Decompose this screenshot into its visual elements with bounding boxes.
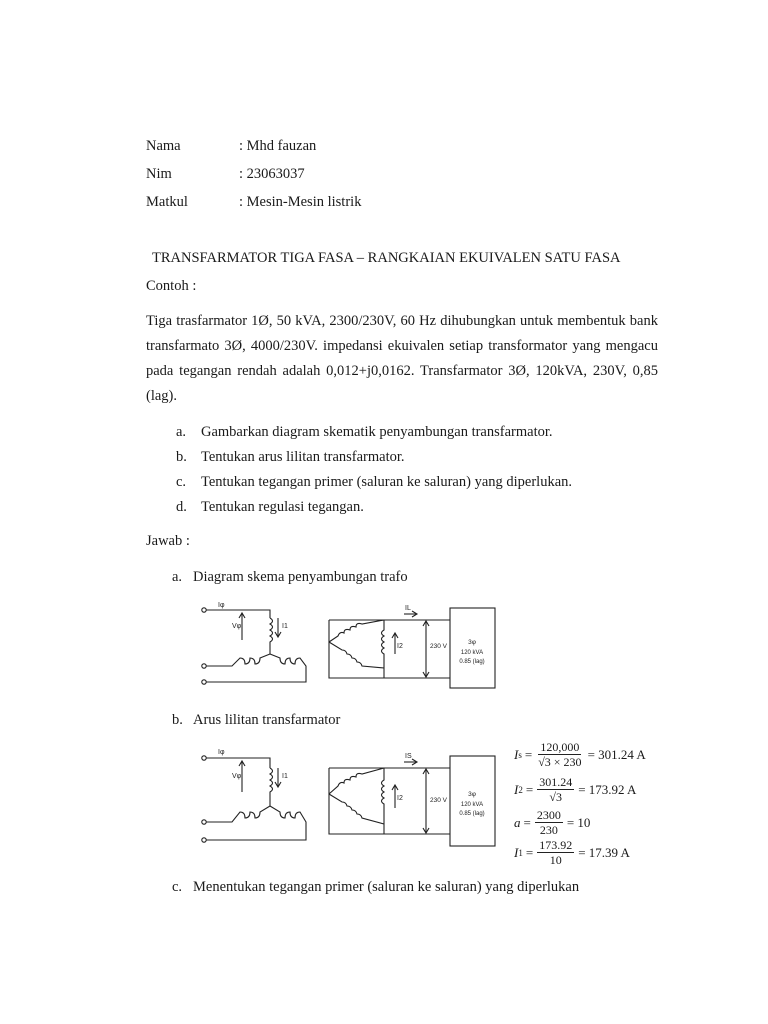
problem-paragraph: Tiga trasfarmator 1Ø, 50 kVA, 2300/230V, 60 Hz dihubungkan untuk membentuk bank transfarmato 3Ø, 4000/230V. impedansi ekuivalen setiap transformator yang mengacu pada tegangan rendah adalah 0,012+j0,0162. Transfarmator 3Ø, 120kVA, 230V, 0,85 (lag). <box>146 313 658 404</box>
diagram-b-current-right: IS <box>405 753 412 760</box>
diagram-b-v-label: Vφ <box>232 773 242 780</box>
diagram-a-i2-label: I2 <box>397 643 403 650</box>
question-d-text: Tentukan regulasi tegangan. <box>201 499 364 515</box>
diagram-a-load-line2: 120 kVA <box>460 650 484 656</box>
value-matkul: : Mesin-Mesin listrik <box>239 194 362 210</box>
eq3-den: 230 <box>539 823 558 837</box>
eq4-sub: 1 <box>518 847 523 858</box>
eq4-num: 173.92 <box>539 838 573 852</box>
label-matkul: Matkul <box>146 194 188 210</box>
eq3-num: 2300 <box>536 808 561 822</box>
value-nim: : 23063037 <box>239 166 305 182</box>
answer-b-text: Arus lilitan transfarmator <box>193 712 341 728</box>
eq1-lhs: I <box>514 746 519 762</box>
question-a-text: Gambarkan diagram skematik penyambungan transfarmator. <box>201 424 553 440</box>
document-title: TRANSFARMATOR TIGA FASA – RANGKAIAN EKUIVALEN SATU FASA <box>152 250 621 266</box>
answer-c-text: Menentukan tegangan primer (saluran ke saluran) yang diperlukan <box>193 879 580 895</box>
label-nama: Nama <box>146 138 181 154</box>
eq2-sub: 2 <box>518 784 523 795</box>
schematic-diagram-b <box>192 742 502 860</box>
diagram-b-current-left: Iφ <box>218 749 225 756</box>
schematic-diagram-a <box>192 596 502 690</box>
answer-b-marker: b. <box>172 712 183 728</box>
diagram-a-voltage: 230 V <box>430 643 447 650</box>
answer-label: Jawab : <box>146 533 190 549</box>
label-nim: Nim <box>146 166 172 182</box>
diagram-a-current-right: IL <box>405 605 411 612</box>
question-a-marker: a. <box>176 424 187 440</box>
diagram-b-load-line2: 120 kVA <box>460 802 484 808</box>
eq2-den: √3 <box>549 790 562 804</box>
diagram-b-voltage: 230 V <box>430 797 447 804</box>
equation-i1: I 1 = $\frac{173.92}{10}$ = 17.39 A <box>514 838 630 867</box>
example-label: Contoh : <box>146 278 197 294</box>
question-b-marker: b. <box>176 449 187 465</box>
eq2-result: = 173.92 A <box>578 781 637 797</box>
eq1-num: 120,000 <box>540 740 580 754</box>
question-c-marker: c. <box>176 474 187 490</box>
eq3-result: = 10 <box>566 814 591 830</box>
diagram-b-load-line3: 0.85 (lag) <box>459 811 485 817</box>
diagram-a-current-left: Iφ <box>218 602 225 609</box>
value-nama: : Mhd fauzan <box>239 138 317 154</box>
eq4-den: 10 <box>549 853 562 867</box>
eq1-sub: s <box>518 749 522 760</box>
eq2-num: 301.24 <box>539 775 573 789</box>
eq4-lhs: I <box>514 844 519 860</box>
equation-i2: I 2 = $\frac{301.24}{√3}$ = 173.92 A <box>514 775 637 804</box>
diagram-b-load-line1: 3φ <box>468 791 476 798</box>
question-d-marker: d. <box>176 499 187 515</box>
eq3-lhs: a <box>514 814 521 830</box>
diagram-a-load-line3: 0.85 (lag) <box>459 659 485 665</box>
eq1-den: √3 × 230 <box>538 755 582 769</box>
diagram-a-v-label: Vφ <box>232 623 242 630</box>
eq4-result: = 17.39 A <box>578 844 630 860</box>
equation-a: a = $\frac{2300}{230}$ = 10 <box>514 808 591 837</box>
eq1-result: = 301.24 A <box>587 746 646 762</box>
equation-is: I s = $\frac{120,000}{√3 \times 230}$ = 301.24 A <box>514 740 646 769</box>
diagram-a-load-line1: 3φ <box>468 639 476 646</box>
eq2-lhs: I <box>514 781 519 797</box>
answer-a-text: Diagram skema penyambungan trafo <box>193 569 408 585</box>
diagram-a-i-winding: I1 <box>282 623 288 630</box>
answer-a-marker: a. <box>172 569 183 585</box>
question-b-text: Tentukan arus lilitan transfarmator. <box>201 449 405 465</box>
answer-c-marker: c. <box>172 879 183 895</box>
diagram-b-i2-label: I2 <box>397 795 403 802</box>
diagram-b-i-winding: I1 <box>282 773 288 780</box>
question-c-text: Tentukan tegangan primer (saluran ke saluran) yang diperlukan. <box>201 474 573 490</box>
